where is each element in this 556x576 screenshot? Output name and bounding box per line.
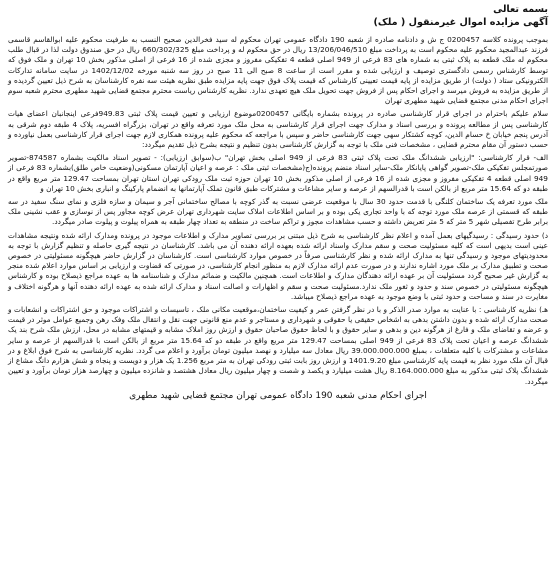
issuing-authority: اجرای احکام مدنی شعبه 190 دادگاه عمومی تهران مجتمع قضایی شهید مطهری: [129, 390, 427, 401]
paragraph-review-scope: د) حدود رسیدگی : رسیدگیهای بعمل آمده و اعلام نظر کارشناسی به شرح ذیل مبتنی بر بررسی تصاویر مدارک و اطلاعات موجود در پرونده ومدارک ارائه شده ونتیجه مشاهدات عینی است بدیهی است که کلیه مسئولیت صحت و سقم مدارک واسناد ارائه شده بعهده ارائه دهنده آن می باشد. کارشناسان در نتیجه گیری حاصله و تنظیم گزارش با توجه به محدودیتهای موجود و رسیدگی تنها به مدارک ارائه شده و نظر کارشناسی صرفاً در خصوص موارد کارشناسی است. کارشناسان در گزارش حاضر هیچگونه مسئولیتی در خصوص صحت و تطبیق مدارک بر ملک مورد اشاره ندارند و در صورت عدم ارائه مدارک لازم به منظور انجام کارشناسی، در صورتی که قضاوت و ارزیابی بر اساس موارد اعلام شده منجر به گزارش غیر صحیح گردد مسئولیت آن بر عهده ارائه دهندگان مدارک و اطلاعات است. همچنین مالکیت و ضمائم مدارک و شناسنامه ها به عهده مراجع ذیصلاح بوده و کارشناس هیچگونه مسئولیتی در خصوص سند و حدود و ثغور ملک ندارد.مسئولیت صحت و سقم و اظهارات و اصالت اسناد و مدارک ارائه شده به عهده ارائه دهنده آنها و هرگونه اختلاف و مغایرت در سند و مساحت و حدود ثبتی با وضع موجود به عهده مراجع ذیصلاح میباشد.: [8, 230, 548, 301]
notice-title: آگهی مزایده اموال غیرمنقول ( ملک): [373, 17, 548, 28]
paragraph-case-summary: بموجب پرونده کلاسه 0200457 ج ش و دادنامه صادره از شعبه 190 دادگاه عمومی تهران محکوم له سید فخرالدین صحیح النسب به طرفیت محکوم علیه ابوالقاسم قاسمی فرزند عبدالمجید محکوم علیه محکوم است به پرداخت مبلغ 13/206/046/510 ریال در حق محکوم له و پرداخت مبلغ 660/302/325 ریال در حق صندوق دولت لذا در قبال طلب محکوم له ملک قطعه به پلاک ثبتی به شماره های 83 فرعی از 949 اصلی قطعه 4 تفکیکی مفروز و مجزی شده از 16 فرعی از اصلی مذکور بخش 10 تهران و ملک فوق که توسط کارشناس رسمی دادگستری توصیف و ارزیابی شده و مقرر است از ساعت 8 صبح الی 11 صبح در روز سه شنبه مورخه 1402/12/02 در سایت سامانه تدارکات الکترونیکی ستاد ( دولت) از طریق مزایده از پایه قیمت تعیینی کارشناس که قیمت پلاک فوق جهت پایه مزایده طبق نظریه هیئت سه نفره کارشناسان به شرح ذیل تعیین گردیده و از طریق مزایده به فروش میرسد و اجرای احکام پس از فروش جهت تحویل ملک هیچ تعهدی ندارد. نظریه کارشناس ریاست محترم مجتمع قضایی شهید مطهری محترم شعبه سوم اجرای احکام مدنی مجتمع قضایی شهید مطهری تهران: [8, 35, 548, 106]
paragraph-building-description: ملک مورد تعرفه یک ساختمان کلنگی با قدمت حدود 30 سال با موقعیت عرضی نسبت به گذر کوچه با مصالح ساختمانی آجر و سیمان و سازه فلزی و نمای سنگ سفید در سه طبقه که قسمتی از عرصه ملک مورد توجه که با واحد تجاری یکی بوده و بر اساس اطلاعات املاک سایت شهرداری تهران عرض کوچه مجاور پس از نوسازی و عقب نشینی ملک برابر طرح تفصیلی شهر 5 متر که 5 متر تعریض داشته و حسب مشاهدات مجوز و تراکم ساخت در منطقه به تعداد چهار طبقه به همراه پیلوت و پیلوت صادر میگردد.: [8, 197, 548, 227]
paragraph-registration-details: الف- قرار کارشناسی: "ارزیابی ششدانگ ملک تحت پلاک ثبتی 83 فرعی از 949 اصلی بخش تهران" ب(سوابق ارزیابی): - تصویر اسناد مالکیت بشماره 874587-تصویر صورتمجلس تفکیکی ملک-تصویر گواهی پایانکار ملک-سایر اسناد منضم پرونده(ج(مشخصات ثبتی ملک : عرصه و اعیان آپارتمان مسکونی(وضعیت خاص طلق)بشماره 83 فرعی از 949 اصلی قطعه 4 تفکیکی مفروز و مجزی شده از 16 فرعی از اصلی مذکور بخش 10 تهران حوزه ثبت ملک رودکی تهران استان تهران بمساحت 129.47 متر مربع واقع در طبقه دو که 15.64 متر مربع از بالکن است با قدرالسهم از عرصه و سایر مشاعات و مشترکات طبق قانون تملک آپارتمانها به انضمام پارکینگ و انباری بخش 10 تهران و: [8, 153, 548, 193]
paragraph-expert-opinion: هـ) نظریه کارشناسی : با عنایت به موارد صدر الذکر و با در نظر گرفتن عمر و کیفیت ساختمان،موقعیت مکانی ملک ، تاسیسات و اشتراکات موجود و حق اشتراکات و انشعابات و صحت مدارک ارائه شده و بدون داشتن بدهی به اشخاص حقیقی یا حقوقی و شهرداری و مستاجر و عدم منع قانونی جهت نقل و انتقال ملک وفک رهن وجمیع عوامل موثر در قیمت و عرضه و تقاضای ملک و فارغ از هرگونه دین و بدهی و سایر حقوق و با لحاظ حقوق صاحبان حقوق و ارزش روز املاک مشابه و قیمتهای مشابه در محل، ارزش ملک شرح بند یک ششدانگ عرصه و اعیان تحت پلاک 83 فرعی از 949 اصلی بمساحت 129.47 متر مربع واقع در طبقه دو که 15.64 متر مربع از بالکن است با قدرالسهم از عرصه و سایر مشاعات و مشترکات با کلیه متعلقات ، بمبلغ 39.000.000.000 ریال معادل سه میلیارد و نهصد میلیون تومان برآورد و اعلام می گردد. نظریه کارشناسی به شرح فوق ابلاغ و در قبال آن ملک مورد نظر به قیمت پایه کارشناسی مبلغ 1401.9.20 و ارزش روز بابت ثبتی رودکی تهران به متر مربع 1.256 یک هزار و دویست و پنجاه و شش هزارم دانگ مشاع از ششدانگ پلاک ثبتی مذکور به مبلغ 8.164.000.000 ریال هشت میلیارد و یکصد و شصت و چهار میلیون ریال معادل هشتصد و شانزده میلیون و چهارصد هزار تومان برآورد و تعیین میگردد.: [8, 305, 549, 386]
paragraph-expert-intro: سلام علیکم باحترام در اجرای قرار کارشناسی صادره در پرونده بشماره بایگانی 0200457موضوع ارزیابی و تعیین قیمت پلاک ثبتی 949.83فرعی اینجانبان اعضای هیات کارشناسی پس از مطالعه پرونده و بررسی اسناد و مدارک جهت اجرای قرار کارشناسی به محل ملک مورد تعرفه واقع در تهران، بزرگراه افسریه، پلاک 4 طبقه دوم شرقی به آدرس پنجم خیابان خ حسام الدین، کوچه کشتکار سهی جهت کارشناسی حاضر و سپس با مراجعه که محکوم علیه پرونده همکاری لازم جهت اجرای قرار کارشناسی بعمل نیاورده و حسب دستور آن مقام محترم قضایی ، مشخصات فنی ملک با توجه به گزارش کارشناسی بدون تنظیم و نتیجه بشرح ذیل تقدیم میگردد:: [8, 109, 549, 150]
header-line-1: بسمه تعالی: [493, 4, 548, 15]
